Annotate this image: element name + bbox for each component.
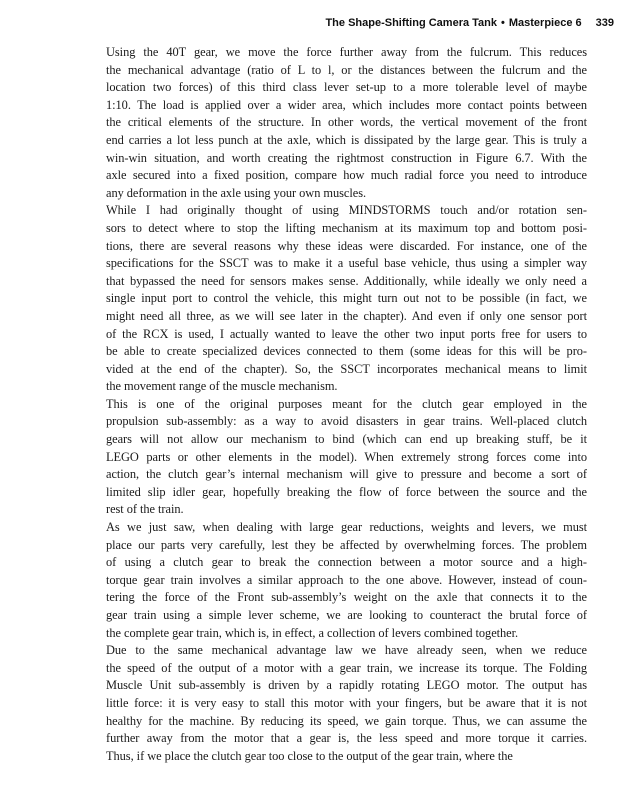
chapter-title: The Shape-Shifting Camera Tank [325,17,498,29]
paragraph [84,44,587,202]
text-line: As we just saw, when dealing with large gear reductions, weights and levers, we must [106,520,587,535]
text-line: any deformation in the axle using your own muscles. [106,185,367,200]
text-line: axle secured into a fixed position, compare how much radial force you need to introduce [106,168,587,183]
paragraph [84,519,587,642]
text-line: of the RCX is used, I actually wanted to leave the other two input ports free for users to [106,326,587,341]
text-line: action, the clutch gear’s internal mechanism will give to pressure and become a sort of [106,467,587,482]
text-line: 1:10. The load is applied over a wider area, which includes more contact points between [106,97,587,112]
text-line: While I had originally thought of using MINDSTORMS touch and/or rotation sen- [106,203,587,218]
text-line: gears will not allow our mechanism to bind (which can end up breaking stuff, be it [106,432,587,447]
text-line: torque gear train involves a similar approach to the one above. However, instead of coun- [106,572,587,587]
text-line: the complete gear train, which is, in effect, a collection of levers combined together. [106,625,519,640]
text-line: healthy for the machine. By reducing its speed, we gain torque. Thus, we can assume the [106,713,587,728]
text-line: the mechanical advantage (ratio of L to l, or the distances between the fulcrum and the [106,62,587,77]
text-line: Using the 40T gear, we move the force further away from the fulcrum. This reduces [106,45,587,59]
text-line: be able to create specialized devices connected to them (some ideas for this will be pro- [106,344,587,359]
text-line: single input port to control the vehicle, this might turn out not to be possible (in fact, we [106,291,587,306]
text-line: sors to detect where to stop the lifting mechanism at its maximum top and bottom posi- [106,220,587,235]
text-line: limited slip idler gear, hopefully breaking the flow of force between the source and the [106,484,587,499]
text-line: rest of the train. [106,502,184,517]
text-line: that bypassed the need for sensors makes sense. Additionally, while ideally we only need a [106,273,587,288]
text-line: This is one of the original purposes meant for the clutch gear employed in the [106,396,587,411]
text-line: place our parts very carefully, lest they be affected by overwhelming forces. The problem [106,537,587,552]
text-line: Due to the same mechanical advantage law we have already seen, when we reduce [106,643,587,658]
paragraph [84,396,587,519]
text-line: tering the force of the Front sub-assembly’s weight on the axle that connects it to the [106,590,587,605]
text-line: little force: it is very easy to stall this motor with your fingers, but be aware that it is not [106,695,587,710]
text-line: the movement range of the muscle mechanism. [106,379,338,394]
page-number: 339 [595,17,614,29]
paragraph [84,642,587,765]
running-header [325,17,614,29]
header-bullet: • [501,17,505,29]
text-line: Muscle Unit sub-assembly is driven by a rapidly rotating LEGO motor. The output has [106,678,587,693]
text-line: LEGO parts or other elements in the model). When extremely strong forces come into [106,449,587,464]
text-line: location two forces) of this third class lever set-up to a more tolerable level of maybe [106,80,587,95]
text-line: of using a clutch gear to break the connection between a motor source and a high- [106,555,587,570]
text-line: end carries a lot less punch at the axle, which is dissipated by the large gear. This is truly a [106,132,587,147]
body-text [84,44,587,765]
paragraph [84,202,587,396]
text-line: further away from the motor that a gear is, the less speed and more torque it carries. [106,731,587,746]
section-label: Masterpiece 6 [508,17,582,29]
text-line: vided at the end of the chapter). So, the SSCT incorporates mechanical means to limit [106,361,587,376]
text-line: win-win situation, and worth creating the rightmost construction in Figure 6.7. With the [106,150,587,165]
text-line: gear train using a simple lever scheme, we are looking to counteract the brutal force of [106,608,587,622]
text-line: tions, there are several reasons why these ideas were discarded. For instance, one of the [106,238,587,253]
text-line: the speed of the output of a motor with a gear train, we increase its torque. The Folding [106,660,587,675]
text-line: propulsion sub-assembly: as a way to avoid disasters in gear trains. Well-placed clutch [106,414,587,429]
text-line: the critical elements of the structure. In other words, the vertical movement of the front [106,115,587,130]
text-line: might need all three, as we will see later in the chapter). And even if only one sensor port [106,308,587,323]
text-line: Thus, if we place the clutch gear too close to the output of the gear train, where the [106,748,513,763]
text-line: specifications for the SSCT was to make it a useful base vehicle, thus using a simpler way [106,256,587,271]
